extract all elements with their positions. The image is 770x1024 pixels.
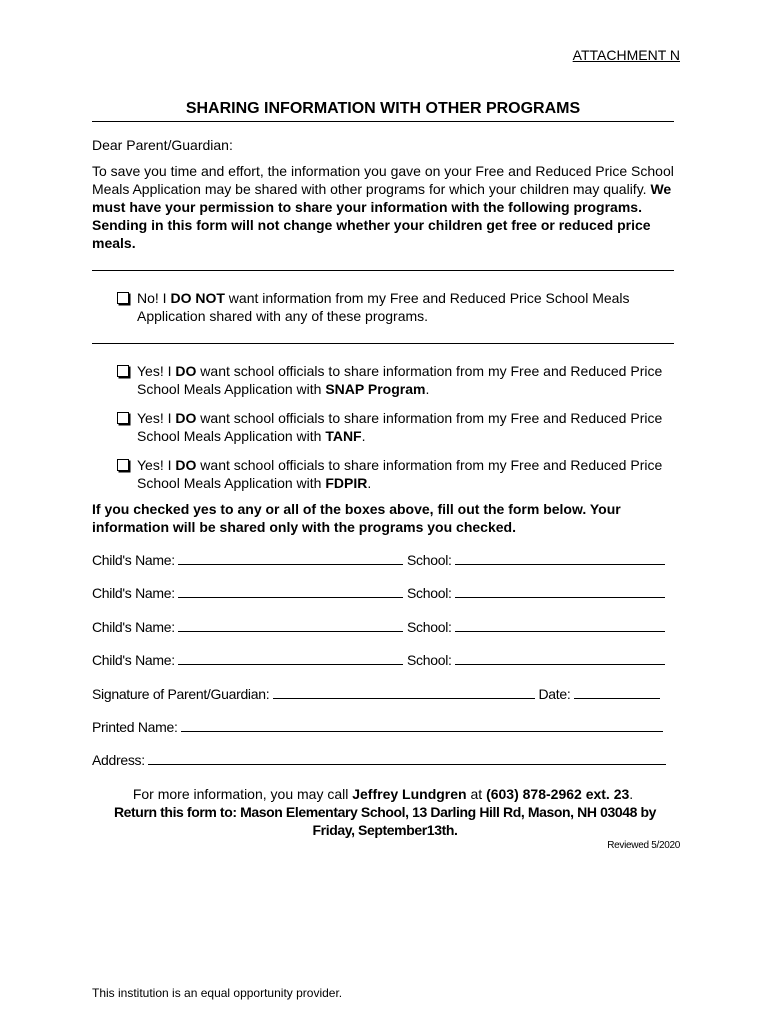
signature-label: Signature of Parent/Guardian: — [92, 686, 270, 702]
contact-text: For more information, you may call — [132, 786, 353, 802]
option-text: want school officials to share information from my Free and Reduced Price School Meals Application with — [137, 363, 663, 397]
school-label: School: — [407, 652, 452, 668]
signature-field[interactable] — [273, 685, 535, 699]
child-name-field[interactable] — [178, 618, 403, 632]
child-row — [92, 551, 665, 568]
school-label: School: — [407, 619, 452, 635]
option-no — [137, 289, 677, 325]
school-label: School: — [407, 552, 452, 568]
option-text: want school officials to share information from my Free and Reduced Price School Meals Application with — [137, 410, 663, 444]
contact-name: Jeffrey Lundgren — [352, 786, 467, 802]
divider — [92, 270, 674, 271]
option-text: . — [361, 428, 366, 444]
school-field[interactable] — [455, 551, 665, 565]
child-name-label: Child's Name: — [92, 619, 175, 635]
option-no-bold: DO NOT — [170, 290, 225, 306]
intro-paragraph — [92, 162, 677, 252]
greeting: Dear Parent/Guardian: — [92, 137, 233, 153]
school-field[interactable] — [455, 584, 665, 598]
page-title: SHARING INFORMATION WITH OTHER PROGRAMS — [92, 100, 674, 122]
option-no-pre: No! I — [137, 290, 171, 306]
school-label: School: — [407, 585, 452, 601]
printed-name-row — [92, 718, 663, 735]
child-name-label: Child's Name: — [92, 652, 175, 668]
address-row — [92, 751, 666, 768]
attachment-label: ATTACHMENT N — [572, 47, 680, 63]
footer-note: This institution is an equal opportunity provider. — [92, 986, 343, 1000]
child-row — [92, 651, 665, 668]
school-field[interactable] — [455, 618, 665, 632]
child-name-field[interactable] — [178, 584, 403, 598]
option-bold: DO — [175, 457, 197, 473]
child-name-label: Child's Name: — [92, 552, 175, 568]
option-yes-snap — [137, 362, 677, 398]
option-text: want school officials to share information from my Free and Reduced Price School Meals Application with — [137, 457, 663, 491]
child-row — [92, 618, 665, 635]
return-instructions: Return this form to: Mason Elementary School, 13 Darling Hill Rd, Mason, NH 03048 by Friday, September13th. — [113, 804, 657, 838]
contact-line — [92, 785, 674, 803]
instruction: If you checked yes to any or all of the boxes above, fill out the form below. Your information will be shared only with the programs you checked. — [92, 501, 621, 535]
option-text: Yes! I — [137, 410, 176, 426]
child-row — [92, 584, 665, 601]
divider — [92, 343, 674, 344]
printed-name-field[interactable] — [181, 718, 663, 732]
option-yes-fdpir — [137, 456, 677, 492]
date-field[interactable] — [574, 685, 660, 699]
signature-row — [92, 685, 660, 702]
program-name: FDPIR — [325, 475, 368, 491]
option-bold: DO — [175, 410, 197, 426]
address-label: Address: — [92, 752, 145, 768]
option-text: Yes! I — [137, 363, 176, 379]
option-bold: DO — [175, 363, 197, 379]
address-field[interactable] — [148, 751, 666, 765]
contact-phone: (603) 878-2962 ext. 23 — [486, 786, 630, 802]
program-name: TANF — [325, 428, 362, 444]
contact-text: . — [629, 786, 634, 802]
contact-text: at — [466, 786, 487, 802]
option-yes-tanf — [137, 409, 677, 445]
option-no-checkbox[interactable] — [117, 292, 129, 304]
option-no-post: want information from my Free and Reduced Price School Meals Application shared with any of these programs. — [137, 290, 630, 324]
option-yes-tanf-checkbox[interactable] — [117, 412, 129, 424]
date-label: Date: — [538, 686, 571, 702]
option-text: . — [367, 475, 372, 491]
child-name-label: Child's Name: — [92, 585, 175, 601]
option-text: Yes! I — [137, 457, 176, 473]
program-name: SNAP Program — [325, 381, 426, 397]
option-text: . — [425, 381, 430, 397]
option-yes-snap-checkbox[interactable] — [117, 365, 129, 377]
intro-bold: We must have your permission to share your information with the following programs. Sending in this form will not change whether your children get free or reduced price meals. — [92, 181, 672, 251]
school-field[interactable] — [455, 651, 665, 665]
option-yes-fdpir-checkbox[interactable] — [117, 459, 129, 471]
intro-plain: To save you time and effort, the information you gave on your Free and Reduced Price School Meals Application may be shared with other programs for which your children may qualify. — [92, 163, 674, 197]
child-name-field[interactable] — [178, 551, 403, 565]
child-name-field[interactable] — [178, 651, 403, 665]
reviewed-date: Reviewed 5/2020 — [607, 840, 680, 851]
printed-name-label: Printed Name: — [92, 719, 178, 735]
